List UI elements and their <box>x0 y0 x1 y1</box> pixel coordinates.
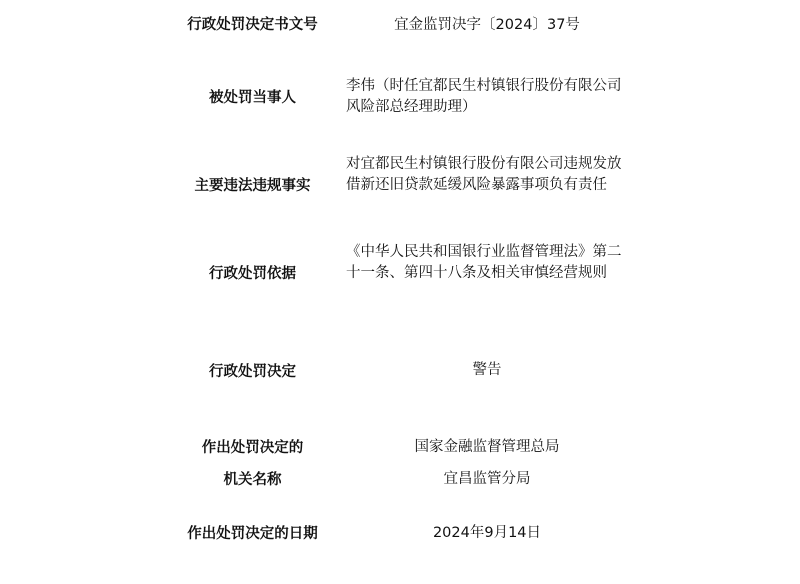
label-decision-number: 行政处罚决定书文号 <box>187 17 318 33</box>
label-penalized-party: 被处罚当事人 <box>209 90 296 106</box>
value-decision-date: 2024年9月14日 <box>432 525 542 541</box>
label-decision-date: 作出处罚决定的日期 <box>187 526 318 542</box>
value-decision-number: 宜金监罚决字〔2024〕37号 <box>394 17 580 33</box>
value-penalty-basis: 《中华人民共和国银行业监督管理法》第二十一条、第四十八条及相关审慎经营规则 <box>346 244 622 281</box>
label-main-violation-facts: 主要违法违规事实 <box>194 178 311 194</box>
value-penalized-party: 李伟（时任宜都民生村镇银行股份有限公司风险部总经理助理） <box>346 78 622 115</box>
label-penalty-decision: 行政处罚决定 <box>209 364 296 380</box>
label-deciding-authority-line1: 作出处罚决定的 <box>201 440 304 456</box>
value-penalty-decision: 警告 <box>472 362 502 378</box>
value-deciding-authority-line2: 宜昌监管分局 <box>443 471 531 487</box>
value-main-violation-facts: 对宜都民生村镇银行股份有限公司违规发放借新还旧贷款延缓风险暴露事项负有责任 <box>346 156 622 193</box>
label-deciding-authority-line2: 机关名称 <box>223 472 282 488</box>
label-penalty-basis: 行政处罚依据 <box>209 266 296 282</box>
value-deciding-authority-line1: 国家金融监督管理总局 <box>414 439 560 455</box>
